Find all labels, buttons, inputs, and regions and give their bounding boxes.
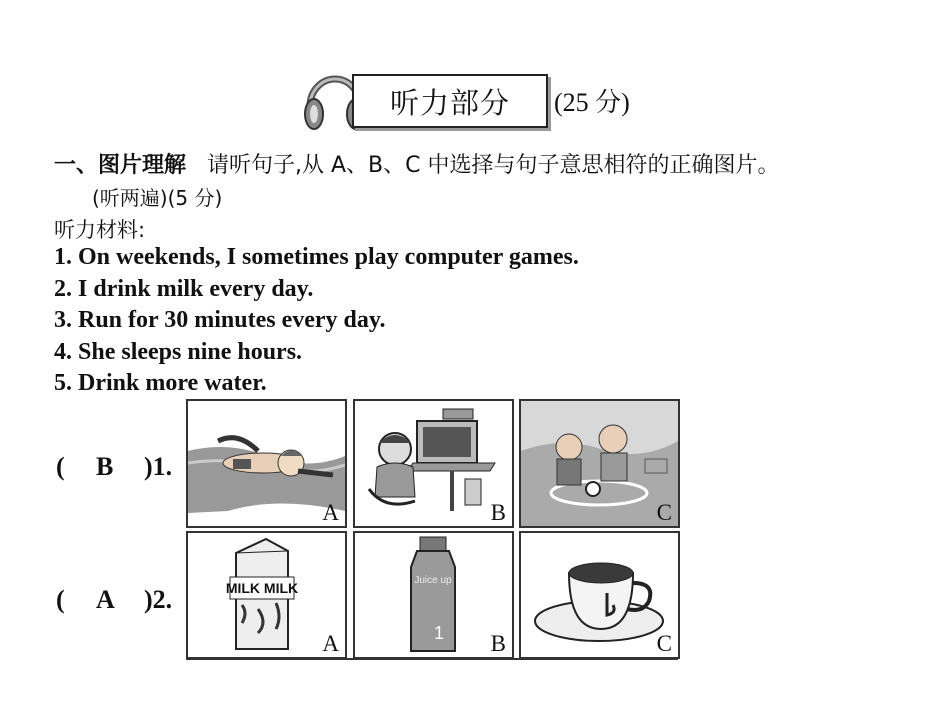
question-2-answer: A — [96, 585, 115, 614]
q2-option-a-label: A — [322, 631, 339, 656]
material-sentence-4: 4. She sleeps nine hours. — [54, 339, 303, 365]
material-sentence-2: 2. I drink milk every day. — [54, 276, 314, 302]
bottle-number-text: 1 — [433, 623, 445, 643]
question-1-number: )1. — [144, 452, 173, 481]
question-2-open: ( — [56, 585, 65, 614]
material-sentence-5: 5. Drink more water. — [54, 370, 267, 396]
banner-title: 听力部分 — [389, 85, 510, 120]
section-instruction-line — [54, 148, 780, 179]
section-banner — [300, 66, 770, 136]
material-sentence-3: 3. Run for 30 minutes every day. — [54, 307, 386, 333]
question-1-answer: B — [96, 452, 114, 481]
section-heading: 一、图片理解 — [54, 153, 187, 178]
juice-bottle-illustration — [355, 533, 512, 657]
section-instruction: 请听句子,从 A、B、C 中选择与句子意思相符的正确图片。 — [207, 153, 780, 178]
milk-carton-text: MILK MILK — [225, 580, 299, 596]
q2-option-b-juice-image[interactable] — [353, 531, 514, 659]
soccer-illustration — [521, 401, 678, 526]
bottle-brand-text: Juice up — [414, 575, 452, 586]
material-heading: 听力材料: — [54, 218, 146, 242]
computer-games-illustration — [355, 401, 512, 526]
coffee-cup-illustration — [521, 533, 678, 657]
q2-option-c-coffee-image[interactable] — [519, 531, 680, 659]
material-sentence-1: 1. On weekends, I sometimes play computer games. — [54, 244, 579, 270]
q2-option-c-label: C — [656, 631, 672, 656]
q1-option-c-label: C — [656, 500, 672, 525]
q1-option-a-swimming-image[interactable] — [186, 399, 347, 528]
q1-option-c-soccer-image[interactable] — [519, 399, 680, 528]
q2-option-b-label: B — [490, 631, 506, 656]
banner-title-box — [352, 74, 548, 128]
q2-option-a-milk-image[interactable] — [186, 531, 347, 659]
q1-option-a-label: A — [322, 500, 339, 525]
q1-option-b-computer-image[interactable] — [353, 399, 514, 528]
question-1-open: ( — [56, 452, 65, 481]
banner-score: (25 分) — [554, 88, 630, 117]
bottom-rule — [186, 658, 678, 660]
question-2-number: )2. — [144, 585, 173, 614]
section-instruction-2: (听两遍)(5 分) — [92, 186, 223, 210]
q1-option-b-label: B — [490, 500, 506, 525]
